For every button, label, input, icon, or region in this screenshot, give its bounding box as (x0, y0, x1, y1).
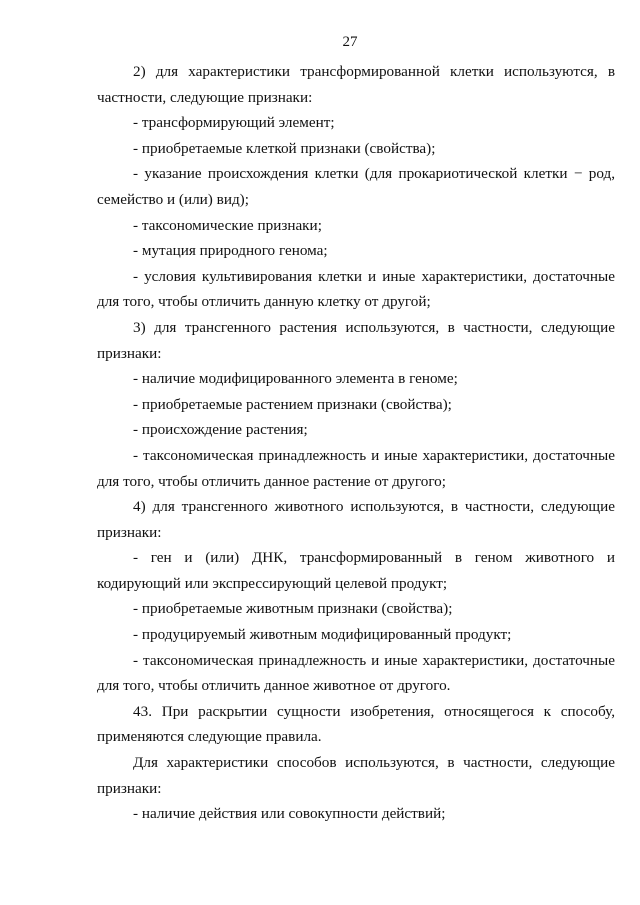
paragraph: 2) для характеристики трансформированной клетки используются, в частности, следующие признаки: (97, 63, 615, 106)
list-item: - приобретаемые растением признаки (свойства); (133, 395, 452, 413)
list-item: - наличие действия или совокупности действий; (133, 805, 446, 823)
paragraph: 3) для трансгенного растения используются, в частности, следующие признаки: (97, 318, 615, 362)
list-item: - наличие модифицированного элемента в геноме; (133, 370, 458, 388)
list-item: - приобретаемые клеткой признаки (свойства); (133, 139, 436, 157)
list-item: - условия культивирования клетки и иные характеристики, достаточные для того, чтобы отличить данную клетку от другой; (97, 267, 615, 311)
list-item: - ген и (или) ДНК, трансформированный в геном животного и кодирующий или экспрессирующий целевой продукт; (97, 549, 615, 592)
paragraph: 4) для трансгенного животного используются, в частности, следующие признаки: (97, 498, 615, 541)
list-item: - таксономические признаки; (133, 216, 322, 234)
list-item: - мутация природного генома; (133, 242, 328, 260)
list-item: - таксономическая принадлежность и иные характеристики, достаточные для того, чтобы отличить данное растение от другого; (97, 446, 615, 490)
list-item: - приобретаемые животным признаки (свойства); (133, 600, 453, 618)
page-number: 27 (342, 34, 358, 50)
list-item: - происхождение растения; (133, 421, 308, 439)
list-item: - трансформирующий элемент; (133, 114, 335, 132)
body-text (97, 59, 615, 827)
paragraph: Для характеристики способов используются, в частности, следующие признаки: (97, 754, 615, 797)
list-item: - таксономическая принадлежность и иные характеристики, достаточные для того, чтобы отличить данное животное от другого. (97, 651, 615, 695)
list-item: - продуцируемый животным модифицированный продукт; (133, 626, 512, 644)
section-paragraph: 43. При раскрытии сущности изобретения, относящегося к способу, применяются следующие правила. (97, 702, 615, 746)
list-item: - указание происхождения клетки (для прокариотической клетки − род, семейство и (или) вид); (97, 165, 615, 208)
